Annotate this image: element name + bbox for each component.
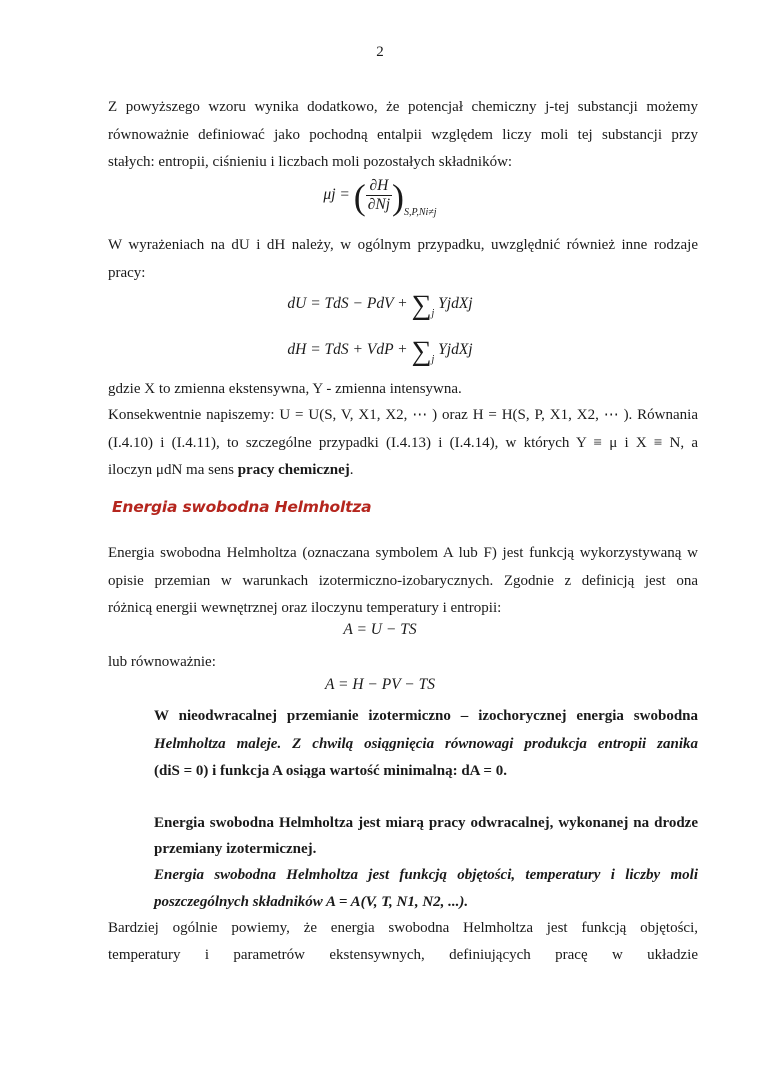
equation-dH — [0, 336, 760, 368]
sum-index: j — [431, 354, 435, 365]
para2-line1: W wyrażeniach na dU i dH należy, w ogólnym przypadku, uwzględnić również inne rodzaje — [108, 237, 698, 253]
equation-A2: A = H − PV − TS — [324, 676, 436, 693]
equation-dH-lhs: dH = TdS + VdP + — [287, 341, 408, 358]
para2-line2: pracy: — [108, 265, 146, 281]
equation-dU — [0, 290, 760, 322]
equation-dH-rhs: YjdXj — [438, 341, 473, 358]
sum-symbol: ∑ — [411, 336, 432, 367]
para3-line4-end: . — [349, 462, 354, 478]
bold1-line3: (diS = 0) i funkcja A osiąga wartość minimalną: dA = 0. — [154, 763, 507, 779]
para1-line2: równoważnie definiować jako pochodną entalpii względem liczy moli tej substancji przy — [108, 126, 698, 143]
equation-mu-subscript: S,P,Ni≠j — [404, 207, 437, 218]
para3-line2: Konsekwentnie napiszemy: U = U(S, V, X1, X2, ⋯ ) oraz H = H(S, P, X1, X2, ⋯ ). Równania — [108, 407, 698, 423]
equation-mu: μj = ( $\frac{\partial H}{\partial Nj}$ )$_{S,P,Ni\ne j}$ — [323, 176, 437, 218]
para5-line1: Bardziej ogólnie powiemy, że energia swobodna Helmholtza jest funkcją objętości, — [108, 920, 698, 936]
para3-line4-text: iloczyn μdN ma sens — [108, 462, 238, 478]
section-heading: Energia swobodna Helmholtza — [112, 498, 372, 516]
para1-line1: Z powyższego wzoru wynika dodatkowo, że potencjał chemiczny j-tej substancji możemy — [108, 99, 698, 115]
page-number: 2 — [376, 44, 384, 60]
equation-A1: A = U − TS — [343, 621, 417, 638]
lub-rownowaznie: lub równoważnie: — [108, 654, 216, 670]
equation-mu-lhs: μj = — [323, 186, 350, 203]
equation-dU-rhs: YjdXj — [438, 295, 473, 312]
bold2-line2: przemiany izotermicznej. — [154, 841, 317, 857]
sum-index: j — [431, 308, 435, 319]
bold1-line1: W nieodwracalnej przemianie izotermiczno – izochorycznej energia swobodna — [154, 708, 698, 724]
bold1-line2: Helmholtza maleje. Z chwilą osiągnięcia równowagi produkcja entropii zanika — [154, 736, 698, 752]
para3-line4 — [108, 457, 698, 485]
para4-line3: różnicą energii wewnętrznej oraz iloczynu temperatury i entropii: — [108, 600, 502, 616]
para3-line3: (I.4.10) i (I.4.11), to szczególne przypadki (I.4.13) i (I.4.14), w których Y ≡ μ i X ≡ N, a — [108, 434, 698, 451]
para4-line1: Energia swobodna Helmholtza (oznaczana symbolem A lub F) jest funkcją wykorzystywaną w — [108, 545, 698, 561]
sum-symbol: ∑ — [411, 290, 432, 321]
para4-line2: opisie przemian w warunkach izotermiczno-izobarycznych. Zgodnie z definicją jest ona — [108, 572, 698, 589]
equation-dU-lhs: dU = TdS − PdV + — [287, 295, 408, 312]
bold2-line1: Energia swobodna Helmholtza jest miarą pracy odwracalnej, wykonanej na drodze — [154, 815, 698, 831]
bold2-line3: Energia swobodna Helmholtza jest funkcją objętości, temperatury i liczby moli — [154, 867, 698, 883]
para3-line1: gdzie X to zmienna ekstensywna, Y - zmienna intensywna. — [108, 381, 462, 397]
term-praca-chemiczna: pracy chemicznej — [237, 462, 350, 478]
para1-line3: stałych: entropii, ciśnieniu i liczbach moli pozostałych składników: — [108, 154, 513, 170]
para5-line2: temperatury i parametrów ekstensywnych, definiujących pracę w układzie — [108, 947, 698, 963]
equation-mu-numerator: ∂H — [366, 177, 392, 196]
bold2-line4: poszczególnych składników A = A(V, T, N1, N2, ...). — [154, 894, 469, 910]
equation-mu-denominator: ∂Nj — [367, 195, 391, 213]
